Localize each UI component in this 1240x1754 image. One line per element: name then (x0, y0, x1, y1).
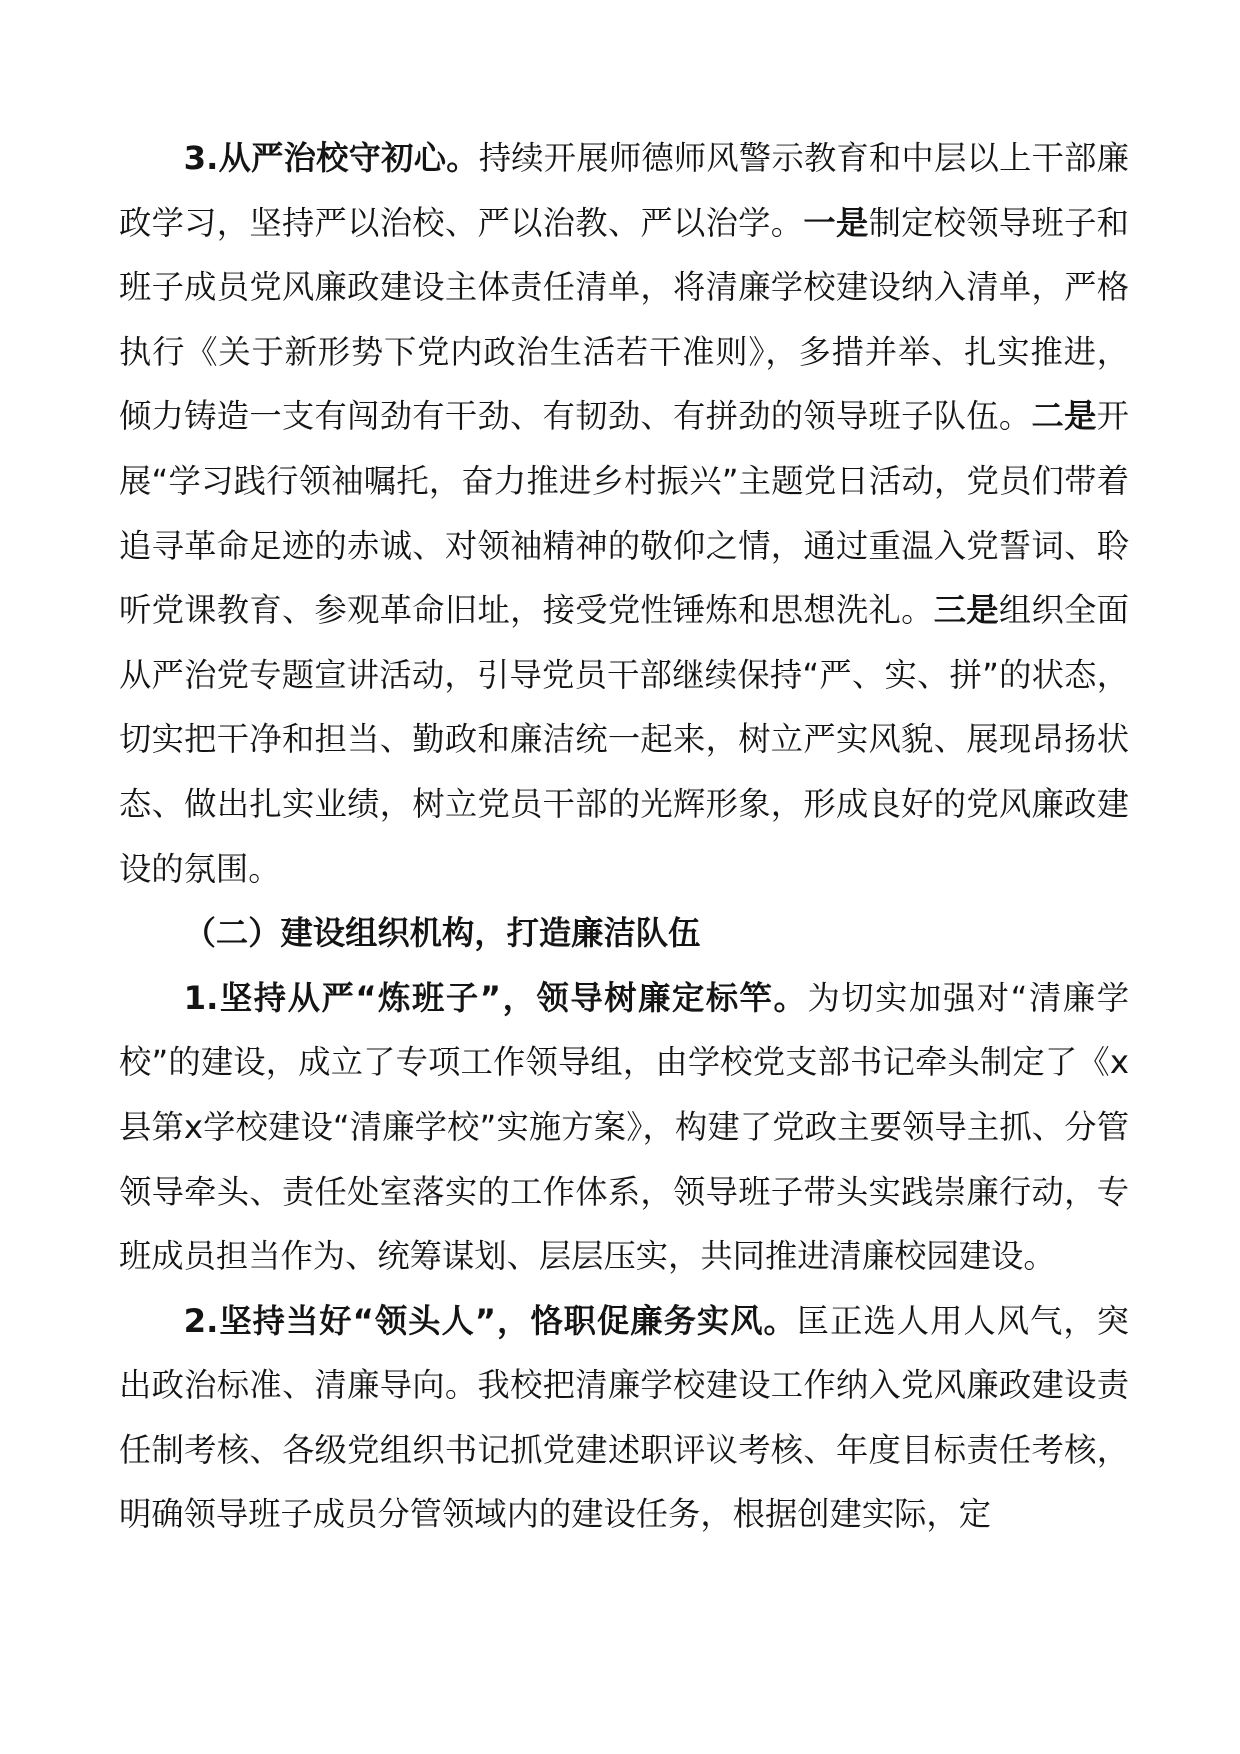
paragraph-leading-role (119, 1289, 1129, 1547)
paragraph-text: 持续开展师德师风警示教育和中层以上干部廉政学习，坚持严以治校、严以治教、严以治学。 (119, 139, 1129, 242)
paragraph-lead-title: 2.坚持当好“领头人”，恪职促廉务实风。 (183, 1301, 797, 1340)
paragraph-text: 匡正选人用人风气，突出政治标准、清廉导向。我校把清廉学校建设工作纳入党风廉政建设责任制考核、各级党组织书记抓党建述职评议考核、年度目标责任考核，明确领导班子成员分管领域内的建设任务，根据创建实际，定 (119, 1301, 1129, 1534)
paragraph-strict-leadership (119, 966, 1129, 1289)
paragraph-text: 开展“学习践行领袖嘱托，奋力推进乡村振兴”主题党日活动，党员们带着追寻革命足迹的赤诚、对领袖精神的敬仰之情，通过重温入党誓词、聆听党课教育、参观革命旧址，接受党性锤炼和思想洗礼。 (119, 397, 1129, 630)
item-marker-second: 二是 (1031, 397, 1097, 436)
item-marker-first: 一是 (803, 203, 869, 242)
section-heading: （二）建设组织机构，打造廉洁队伍 (183, 914, 701, 953)
paragraph-text: 组织全面从严治党专题宣讲活动，引导党员干部继续保持“严、实、拼”的状态，切实把干净和担当、勤政和廉洁统一起来，树立严实风貌、展现昂扬状态、做出扎实业绩，树立党员干部的光辉形象，形成良好的党风廉政建设的氛围。 (119, 591, 1129, 888)
paragraph-text: 制定校领导班子和班子成员党风廉政建设主体责任清单，将清廉学校建设纳入清单，严格执行《关于新形势下党内政治生活若干准则》，多措并举、扎实推进，倾力铸造一支有闯劲有干劲、有韧劲、有拼劲的领导班子队伍。 (119, 203, 1129, 436)
paragraph-text: 为切实加强对“清廉学校”的建设，成立了专项工作领导组，由学校党支部书记牵头制定了《x县第x学校建设“清廉学校”实施方案》，构建了党政主要领导主抓、分管领导牵头、责任处室落实的工作体系，领导班子带头实践崇廉行动，专班成员担当作为、统筹谋划、层层压实，共同推进清廉校园建设。 (119, 978, 1129, 1276)
paragraph-lead-title: 1.坚持从严“炼班子”，领导树廉定标竿。 (183, 978, 808, 1017)
item-marker-third: 三是 (933, 591, 999, 630)
document-body (119, 126, 1129, 1547)
paragraph-strict-school-governance (119, 126, 1129, 901)
paragraph-lead-title: 3.从严治校守初心。 (183, 139, 479, 177)
